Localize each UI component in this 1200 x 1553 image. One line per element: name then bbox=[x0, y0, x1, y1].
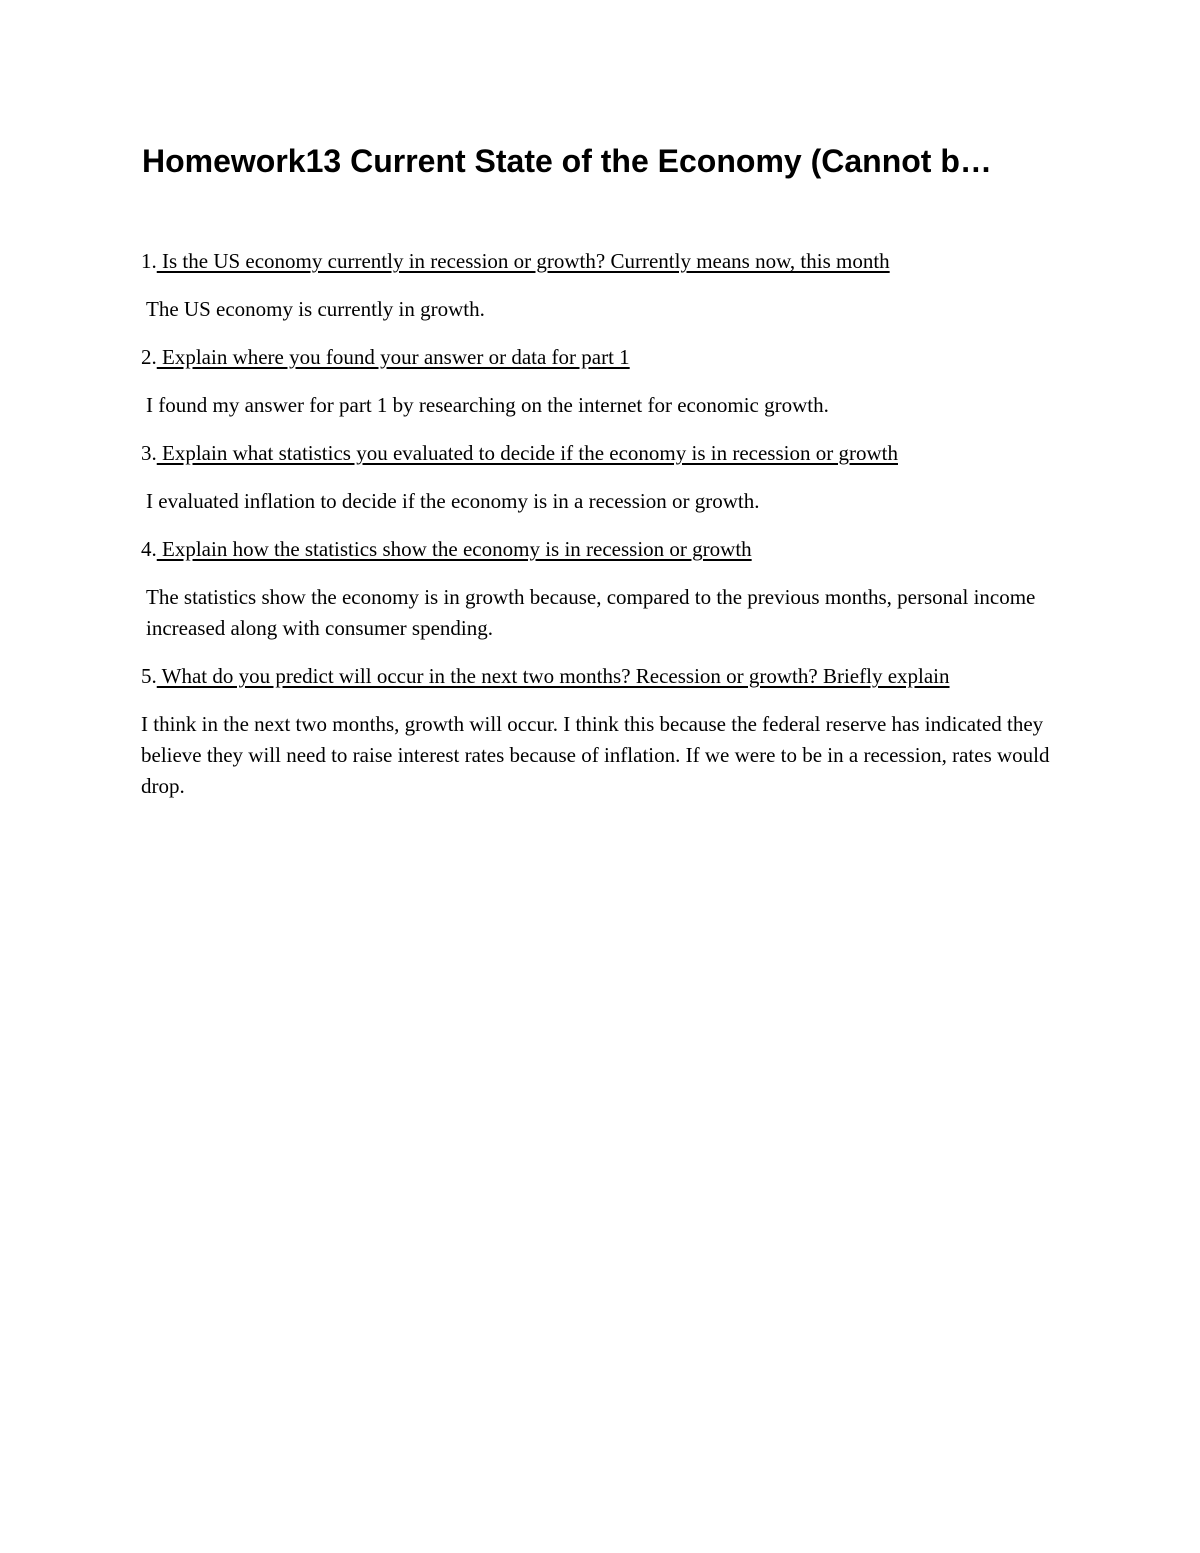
question-number: 1. bbox=[141, 249, 157, 273]
answer-1: The US economy is currently in growth. bbox=[146, 297, 485, 321]
question-3 bbox=[141, 438, 1071, 469]
document-title: Homework13 Current State of the Economy (Cannot b… bbox=[142, 143, 992, 179]
question-number: 3. bbox=[141, 441, 157, 465]
question-text: Explain where you found your answer or data for part 1 bbox=[156, 345, 630, 369]
answer-4: The statistics show the economy is in growth because, compared to the previous months, personal income increased along with consumer spending. bbox=[146, 585, 1036, 640]
question-text: Is the US economy currently in recession or growth? Currently means now, this month bbox=[156, 249, 890, 273]
question-number: 5. bbox=[141, 664, 157, 688]
answer-2: I found my answer for part 1 by researching on the internet for economic growth. bbox=[146, 393, 829, 417]
question-4 bbox=[141, 534, 1071, 565]
answer-3: I evaluated inflation to decide if the economy is in a recession or growth. bbox=[146, 489, 760, 513]
question-text: Explain what statistics you evaluated to decide if the economy is in recession or growth bbox=[156, 441, 898, 465]
question-text: Explain how the statistics show the economy is in recession or growth bbox=[156, 537, 752, 561]
question-2 bbox=[141, 342, 1071, 373]
question-number: 2. bbox=[141, 345, 157, 369]
question-answer-list bbox=[141, 246, 1071, 819]
question-number: 4. bbox=[141, 537, 157, 561]
question-5 bbox=[141, 661, 1071, 692]
question-1 bbox=[141, 246, 1071, 277]
question-text: What do you predict will occur in the next two months? Recession or growth? Briefly explain bbox=[156, 664, 950, 688]
answer-5: I think in the next two months, growth will occur. I think this because the federal reserve has indicated they believe they will need to raise interest rates because of inflation. If we were to be in a recession, rates would drop. bbox=[141, 712, 1050, 798]
